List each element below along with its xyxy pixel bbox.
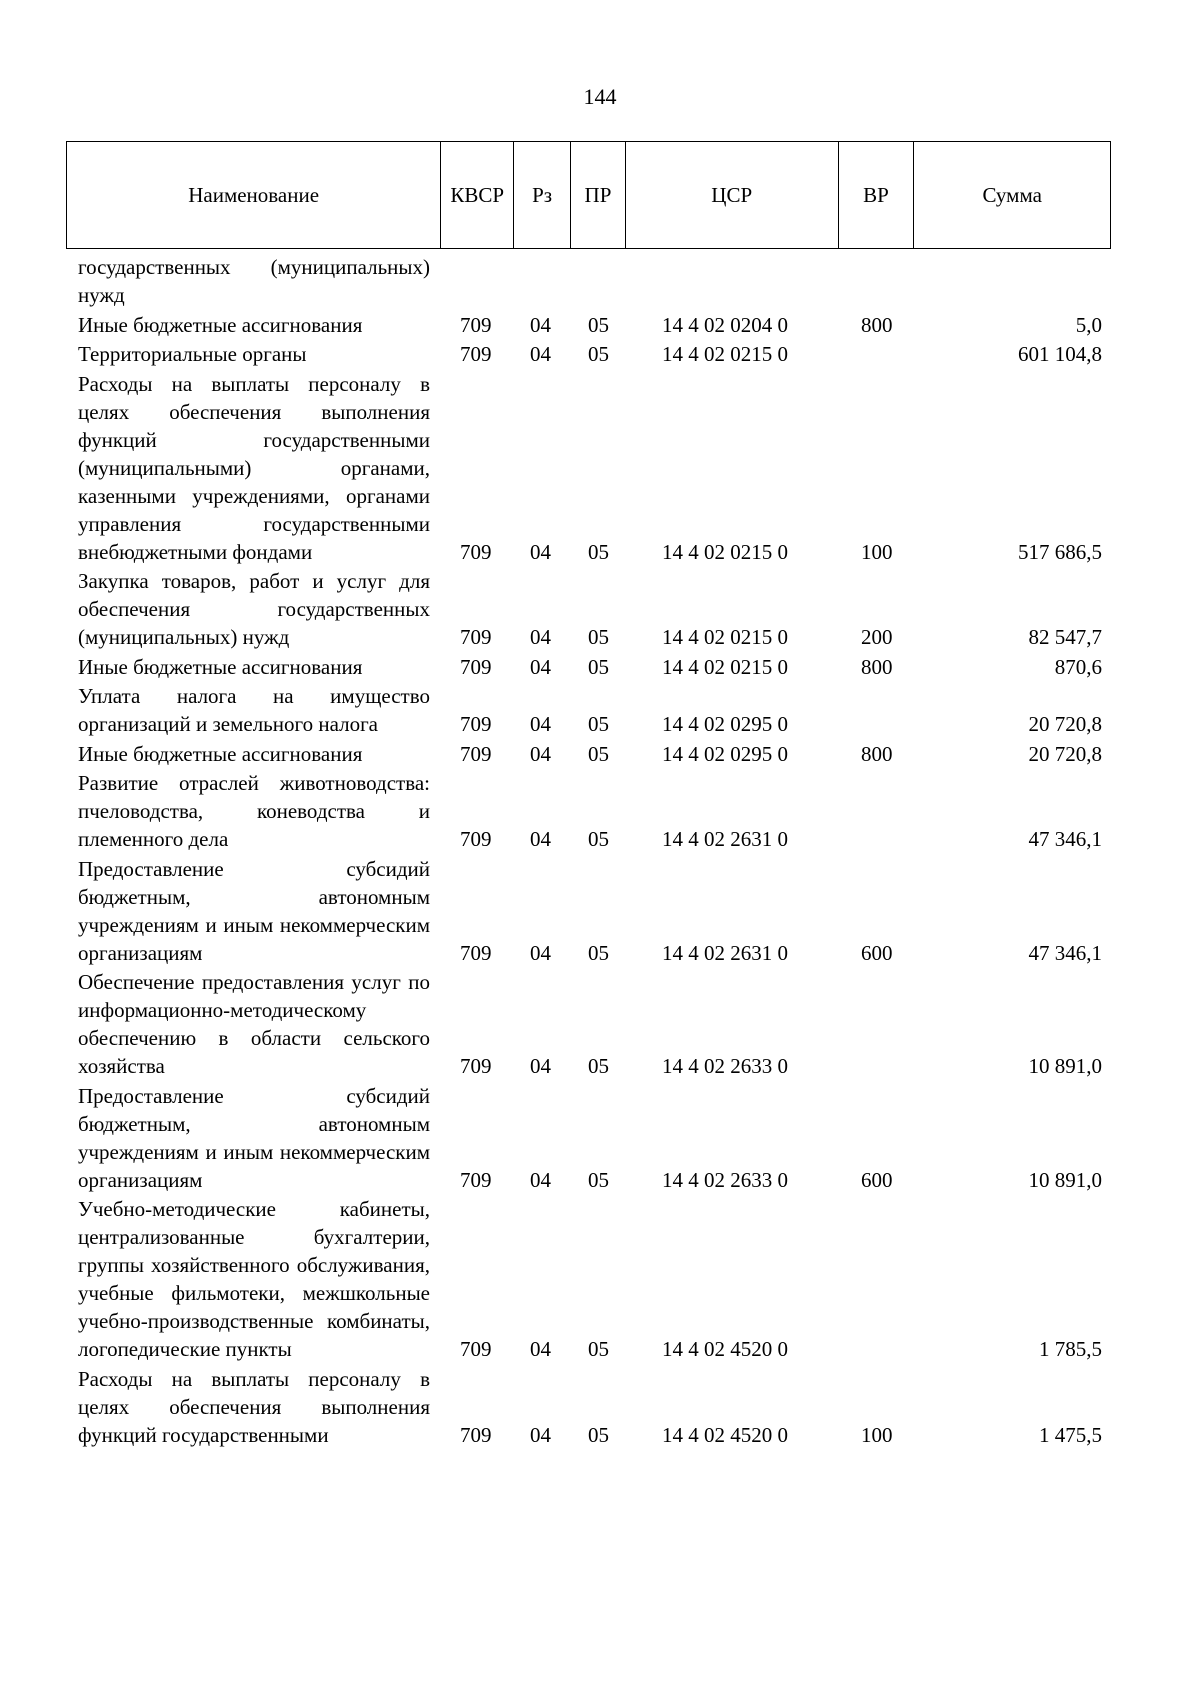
row-rz: 04	[530, 940, 551, 965]
row-sum: 82 547,7	[1028, 625, 1102, 649]
table-row	[0, 311, 1200, 339]
row-name: Расходы на выплаты персоналу в целях обеспечения выполнения функций государственными (муниципальными) органами, казенными учреждениями, органами управления государственными внебюджетными фондами	[78, 371, 430, 564]
row-values	[0, 1335, 1200, 1363]
header-rz: Рз	[514, 142, 571, 248]
row-kvsr: 709	[460, 1054, 492, 1078]
row-kvsr: 709	[460, 539, 492, 564]
row-name: Развитие отраслей животноводства: пчеловодства, коневодства и племенного дела	[78, 771, 430, 851]
row-rz: 04	[530, 712, 551, 736]
row-name: Предоставление субсидий бюджетным, автономным учреждениям и иным некоммерческим организациям	[78, 1083, 430, 1192]
table-row	[0, 968, 1200, 1080]
row-sum: 870,6	[1054, 654, 1102, 679]
row-vr: 800	[861, 312, 893, 337]
row-rz: 04	[530, 1337, 551, 1361]
row-sum: 1 475,5	[1039, 1422, 1102, 1447]
header-vr: ВР	[839, 142, 915, 248]
row-csr: 14 4 02 4520 0	[662, 1422, 788, 1447]
row-pr: 05	[588, 625, 609, 649]
row-values	[0, 825, 1200, 853]
row-kvsr: 709	[460, 1167, 492, 1192]
row-sum: 10 891,0	[1028, 1054, 1102, 1078]
row-kvsr: 709	[460, 625, 492, 649]
row-csr: 14 4 02 0295 0	[662, 712, 788, 736]
row-vr: 200	[861, 625, 893, 649]
row-values	[0, 740, 1200, 768]
row-kvsr: 709	[460, 712, 492, 736]
row-sum: 47 346,1	[1028, 940, 1102, 965]
row-csr: 14 4 02 0204 0	[662, 312, 788, 337]
row-name: Иные бюджетные ассигнования	[78, 312, 363, 337]
header-csr: ЦСР	[626, 142, 839, 248]
row-csr: 14 4 02 2633 0	[662, 1167, 788, 1192]
table-row	[0, 340, 1200, 368]
table-row	[0, 370, 1200, 566]
row-pr: 05	[588, 1167, 609, 1192]
row-name: Обеспечение предоставления услуг по информационно-методическому обеспечению в области сельского хозяйства	[78, 970, 430, 1078]
row-name: Расходы на выплаты персоналу в целях обеспечения выполнения функций государственными	[78, 1366, 430, 1447]
header-kvsr: КВСР	[441, 142, 514, 248]
row-rz: 04	[530, 654, 551, 679]
row-vr: 100	[861, 1422, 893, 1447]
row-rz: 04	[530, 342, 551, 366]
row-values	[0, 281, 1200, 309]
row-sum: 47 346,1	[1028, 827, 1102, 851]
table-row	[0, 769, 1200, 853]
row-name: государственных (муниципальных) нужд	[78, 255, 430, 307]
row-rz: 04	[530, 1167, 551, 1192]
row-values	[0, 710, 1200, 738]
row-sum: 20 720,8	[1028, 712, 1102, 736]
row-csr: 14 4 02 2631 0	[662, 827, 788, 851]
table-row	[0, 567, 1200, 651]
header-sum: Сумма	[982, 182, 1042, 207]
row-kvsr: 709	[460, 827, 492, 851]
table-row	[0, 740, 1200, 768]
row-pr: 05	[588, 539, 609, 564]
table-body	[0, 253, 1200, 1450]
row-values	[0, 1166, 1200, 1194]
row-kvsr: 709	[460, 940, 492, 965]
row-sum: 517 686,5	[1018, 539, 1102, 564]
row-vr: 100	[861, 539, 893, 564]
table-row	[0, 1365, 1200, 1449]
row-values	[0, 653, 1200, 681]
row-name: Учебно-методические кабинеты, централизованные бухгалтерии, группы хозяйственного обслуживания, учебные фильмотеки, межшкольные учебно-производственные комбинаты, логопедические пункты	[78, 1197, 430, 1361]
row-csr: 14 4 02 2633 0	[662, 1054, 788, 1078]
row-rz: 04	[530, 1422, 551, 1447]
row-pr: 05	[588, 1337, 609, 1361]
row-vr: 800	[861, 654, 893, 679]
row-rz: 04	[530, 539, 551, 564]
row-name: Территориальные органы	[78, 342, 307, 366]
row-name: Уплата налога на имущество организаций и земельного налога	[78, 684, 430, 736]
row-kvsr: 709	[460, 342, 492, 366]
table-row	[0, 1082, 1200, 1194]
row-pr: 05	[588, 741, 609, 766]
row-pr: 05	[588, 312, 609, 337]
table-header	[66, 141, 1111, 249]
row-sum: 601 104,8	[1018, 342, 1102, 366]
row-pr: 05	[588, 1422, 609, 1447]
row-vr: 600	[861, 1167, 893, 1192]
row-pr: 05	[588, 1054, 609, 1078]
row-sum: 5,0	[1075, 312, 1102, 337]
row-pr: 05	[588, 712, 609, 736]
table-row	[0, 855, 1200, 967]
row-csr: 14 4 02 0215 0	[662, 625, 788, 649]
page-number: 144	[583, 84, 617, 109]
row-name: Закупка товаров, работ и услуг для обеспечения государственных (муниципальных) нужд	[78, 569, 430, 649]
row-kvsr: 709	[460, 741, 492, 766]
row-name: Иные бюджетные ассигнования	[78, 654, 363, 679]
row-values	[0, 939, 1200, 967]
row-values	[0, 1421, 1200, 1449]
row-vr: 600	[861, 940, 893, 965]
row-values	[0, 311, 1200, 339]
row-pr: 05	[588, 654, 609, 679]
row-kvsr: 709	[460, 654, 492, 679]
table-row	[0, 682, 1200, 738]
row-rz: 04	[530, 741, 551, 766]
row-csr: 14 4 02 4520 0	[662, 1337, 788, 1361]
row-rz: 04	[530, 827, 551, 851]
row-name: Иные бюджетные ассигнования	[78, 741, 363, 766]
row-csr: 14 4 02 0295 0	[662, 741, 788, 766]
row-sum: 1 785,5	[1039, 1337, 1102, 1361]
row-kvsr: 709	[460, 1337, 492, 1361]
row-csr: 14 4 02 0215 0	[662, 539, 788, 564]
row-rz: 04	[530, 312, 551, 337]
header-pr: ПР	[571, 142, 626, 248]
row-csr: 14 4 02 0215 0	[662, 342, 788, 366]
row-values	[0, 538, 1200, 566]
row-rz: 04	[530, 1054, 551, 1078]
row-rz: 04	[530, 625, 551, 649]
row-csr: 14 4 02 0215 0	[662, 654, 788, 679]
table-row	[0, 653, 1200, 681]
table-row	[0, 253, 1200, 309]
row-sum: 20 720,8	[1028, 741, 1102, 766]
header-name: Наименование	[67, 142, 441, 248]
row-kvsr: 709	[460, 312, 492, 337]
row-name: Предоставление субсидий бюджетным, автономным учреждениям и иным некоммерческим организациям	[78, 856, 430, 965]
row-sum: 10 891,0	[1028, 1167, 1102, 1192]
row-values	[0, 340, 1200, 368]
row-vr: 800	[861, 741, 893, 766]
row-pr: 05	[588, 342, 609, 366]
row-csr: 14 4 02 2631 0	[662, 940, 788, 965]
row-pr: 05	[588, 827, 609, 851]
row-values	[0, 1052, 1200, 1080]
table-row	[0, 1195, 1200, 1363]
row-kvsr: 709	[460, 1422, 492, 1447]
row-pr: 05	[588, 940, 609, 965]
row-values	[0, 623, 1200, 651]
